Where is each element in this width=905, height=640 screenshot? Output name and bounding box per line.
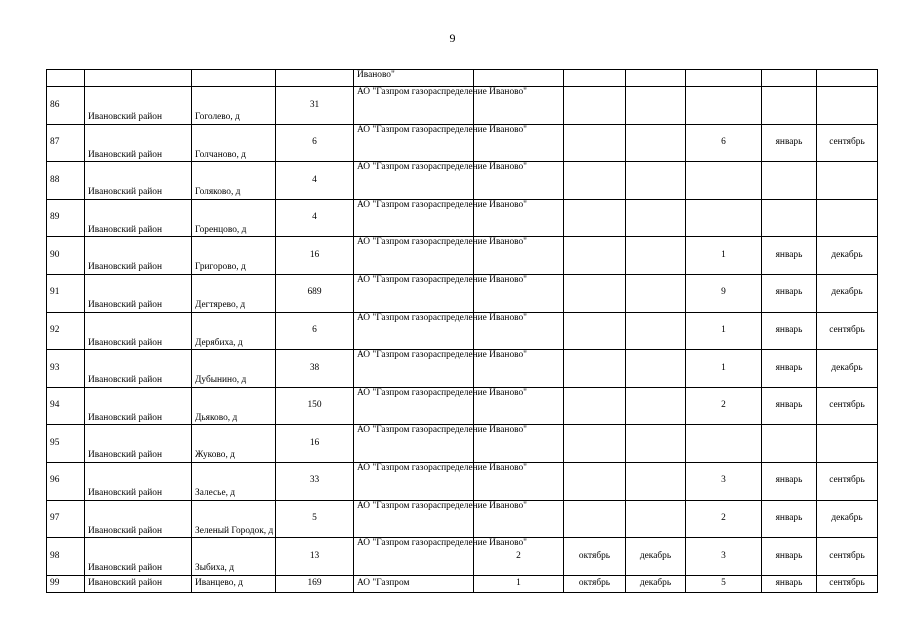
cell-c2 bbox=[564, 237, 626, 275]
cell-district bbox=[85, 70, 192, 87]
cell-district: Ивановский район bbox=[85, 538, 192, 576]
cell-c6: сентябрь bbox=[817, 538, 878, 576]
cell-settlement: Иванцево, д bbox=[192, 575, 276, 592]
cell-settlement: Зыбиха, д bbox=[192, 538, 276, 576]
cell-settlement: Залесье, д bbox=[192, 462, 276, 500]
cell-c6: сентябрь bbox=[817, 462, 878, 500]
table-row bbox=[47, 538, 878, 576]
cell-settlement: Григорово, д bbox=[192, 237, 276, 275]
cell-c5: январь bbox=[762, 350, 817, 388]
cell-operator: АО "Газпром газораспределение Иваново" bbox=[354, 199, 474, 237]
cell-c6 bbox=[817, 70, 878, 87]
cell-operator: АО "Газпром газораспределение Иваново" bbox=[354, 87, 474, 125]
cell-c3 bbox=[626, 87, 686, 125]
cell-c4 bbox=[686, 425, 762, 463]
cell-c4 bbox=[686, 70, 762, 87]
cell-district: Ивановский район bbox=[85, 500, 192, 538]
cell-count: 33 bbox=[276, 462, 354, 500]
cell-c3 bbox=[626, 274, 686, 312]
cell-c3 bbox=[626, 312, 686, 350]
cell-c2 bbox=[564, 500, 626, 538]
cell-c5 bbox=[762, 87, 817, 125]
cell-c2: октябрь bbox=[564, 538, 626, 576]
cell-c5: январь bbox=[762, 462, 817, 500]
cell-district: Ивановский район bbox=[85, 387, 192, 425]
cell-district: Ивановский район bbox=[85, 575, 192, 592]
table-row bbox=[47, 87, 878, 125]
cell-c4: 1 bbox=[686, 237, 762, 275]
cell-c6: сентябрь bbox=[817, 312, 878, 350]
cell-settlement: Дубынино, д bbox=[192, 350, 276, 388]
cell-operator: АО "Газпром газораспределение Иваново" bbox=[354, 124, 474, 162]
cell-c3 bbox=[626, 237, 686, 275]
cell-c5: январь bbox=[762, 274, 817, 312]
cell-c1: 2 bbox=[474, 538, 564, 576]
cell-c2 bbox=[564, 387, 626, 425]
cell-c4: 2 bbox=[686, 387, 762, 425]
cell-c5 bbox=[762, 70, 817, 87]
cell-c6: сентябрь bbox=[817, 124, 878, 162]
cell-c3 bbox=[626, 500, 686, 538]
cell-no: 86 bbox=[47, 87, 85, 125]
cell-c2 bbox=[564, 199, 626, 237]
cell-no: 98 bbox=[47, 538, 85, 576]
cell-c2 bbox=[564, 425, 626, 463]
settlements-table bbox=[46, 69, 878, 593]
cell-c5: январь bbox=[762, 538, 817, 576]
cell-settlement: Жуково, д bbox=[192, 425, 276, 463]
cell-c4: 5 bbox=[686, 575, 762, 592]
cell-c1 bbox=[474, 70, 564, 87]
page-number: 9 bbox=[449, 31, 456, 45]
cell-c4 bbox=[686, 87, 762, 125]
cell-c3 bbox=[626, 124, 686, 162]
cell-c5: январь bbox=[762, 575, 817, 592]
cell-c6: сентябрь bbox=[817, 575, 878, 592]
cell-no: 89 bbox=[47, 199, 85, 237]
cell-no: 93 bbox=[47, 350, 85, 388]
cell-operator: АО "Газпром газораспределение Иваново" bbox=[354, 500, 474, 538]
cell-c4: 1 bbox=[686, 312, 762, 350]
cell-count: 4 bbox=[276, 162, 354, 200]
cell-district: Ивановский район bbox=[85, 274, 192, 312]
cell-operator: АО "Газпром газораспределение Иваново" bbox=[354, 162, 474, 200]
cell-c5 bbox=[762, 199, 817, 237]
cell-c4: 3 bbox=[686, 538, 762, 576]
table-row bbox=[47, 312, 878, 350]
cell-operator: Иваново" bbox=[354, 70, 474, 87]
cell-c2 bbox=[564, 87, 626, 125]
cell-c6 bbox=[817, 199, 878, 237]
cell-district: Ивановский район bbox=[85, 350, 192, 388]
cell-district: Ивановский район bbox=[85, 312, 192, 350]
cell-count: 6 bbox=[276, 312, 354, 350]
cell-count: 16 bbox=[276, 425, 354, 463]
cell-count: 16 bbox=[276, 237, 354, 275]
cell-district: Ивановский район bbox=[85, 199, 192, 237]
table-row bbox=[47, 199, 878, 237]
cell-count bbox=[276, 70, 354, 87]
table-row bbox=[47, 274, 878, 312]
cell-district: Ивановский район bbox=[85, 462, 192, 500]
table-row bbox=[47, 124, 878, 162]
cell-operator: АО "Газпром газораспределение Иваново" bbox=[354, 538, 474, 576]
cell-settlement: Голчаново, д bbox=[192, 124, 276, 162]
cell-c3 bbox=[626, 425, 686, 463]
cell-c4: 9 bbox=[686, 274, 762, 312]
cell-count: 38 bbox=[276, 350, 354, 388]
continuation-row bbox=[47, 70, 878, 87]
table-row bbox=[47, 425, 878, 463]
cell-c3 bbox=[626, 199, 686, 237]
cell-c4: 2 bbox=[686, 500, 762, 538]
cell-c4 bbox=[686, 162, 762, 200]
cell-c6: декабрь bbox=[817, 350, 878, 388]
cell-count: 31 bbox=[276, 87, 354, 125]
cell-c3 bbox=[626, 462, 686, 500]
cell-operator: АО "Газпром bbox=[354, 575, 474, 592]
cell-c6 bbox=[817, 162, 878, 200]
cell-settlement: Дегтярево, д bbox=[192, 274, 276, 312]
cell-district: Ивановский район bbox=[85, 162, 192, 200]
cell-no: 97 bbox=[47, 500, 85, 538]
table-row bbox=[47, 162, 878, 200]
cell-settlement: Дьяково, д bbox=[192, 387, 276, 425]
cell-no: 88 bbox=[47, 162, 85, 200]
cell-c3 bbox=[626, 387, 686, 425]
cell-operator: АО "Газпром газораспределение Иваново" bbox=[354, 274, 474, 312]
table-row bbox=[47, 350, 878, 388]
cell-settlement: Голяково, д bbox=[192, 162, 276, 200]
cell-c5: январь bbox=[762, 237, 817, 275]
cell-c5: январь bbox=[762, 500, 817, 538]
cell-operator: АО "Газпром газораспределение Иваново" bbox=[354, 387, 474, 425]
cell-no: 91 bbox=[47, 274, 85, 312]
cell-c5 bbox=[762, 425, 817, 463]
cell-c2 bbox=[564, 350, 626, 388]
table-row bbox=[47, 237, 878, 275]
cell-c3: декабрь bbox=[626, 538, 686, 576]
cell-settlement: Дерябиха, д bbox=[192, 312, 276, 350]
cell-district: Ивановский район bbox=[85, 237, 192, 275]
cell-no: 96 bbox=[47, 462, 85, 500]
cell-c2 bbox=[564, 70, 626, 87]
cell-no: 87 bbox=[47, 124, 85, 162]
cell-c5 bbox=[762, 162, 817, 200]
cell-c6 bbox=[817, 425, 878, 463]
cell-c2 bbox=[564, 462, 626, 500]
cell-c2 bbox=[564, 274, 626, 312]
cell-no: 90 bbox=[47, 237, 85, 275]
cell-settlement bbox=[192, 70, 276, 87]
cell-settlement: Гоголево, д bbox=[192, 87, 276, 125]
cell-district: Ивановский район bbox=[85, 124, 192, 162]
cell-c4: 1 bbox=[686, 350, 762, 388]
table-row bbox=[47, 462, 878, 500]
cell-c3 bbox=[626, 70, 686, 87]
cell-no bbox=[47, 70, 85, 87]
cell-no: 92 bbox=[47, 312, 85, 350]
cell-c3 bbox=[626, 350, 686, 388]
cell-no: 99 bbox=[47, 575, 85, 592]
cell-c6 bbox=[817, 87, 878, 125]
cell-c2: октябрь bbox=[564, 575, 626, 592]
cell-c4: 3 bbox=[686, 462, 762, 500]
cell-count: 150 bbox=[276, 387, 354, 425]
cell-district: Ивановский район bbox=[85, 87, 192, 125]
cell-operator: АО "Газпром газораспределение Иваново" bbox=[354, 425, 474, 463]
cell-operator: АО "Газпром газораспределение Иваново" bbox=[354, 350, 474, 388]
cell-c6: декабрь bbox=[817, 274, 878, 312]
cell-settlement: Горенцово, д bbox=[192, 199, 276, 237]
cell-operator: АО "Газпром газораспределение Иваново" bbox=[354, 462, 474, 500]
cell-no: 95 bbox=[47, 425, 85, 463]
cell-c1: 1 bbox=[474, 575, 564, 592]
cell-c6: декабрь bbox=[817, 500, 878, 538]
cell-c3: декабрь bbox=[626, 575, 686, 592]
cell-c2 bbox=[564, 124, 626, 162]
cell-no: 94 bbox=[47, 387, 85, 425]
cell-c5: январь bbox=[762, 312, 817, 350]
cell-operator: АО "Газпром газораспределение Иваново" bbox=[354, 237, 474, 275]
cell-settlement: Зеленый Городок, д bbox=[192, 500, 276, 538]
cell-c3 bbox=[626, 162, 686, 200]
cell-operator: АО "Газпром газораспределение Иваново" bbox=[354, 312, 474, 350]
cell-c6: декабрь bbox=[817, 237, 878, 275]
cell-count: 4 bbox=[276, 199, 354, 237]
cell-count: 169 bbox=[276, 575, 354, 592]
cell-count: 5 bbox=[276, 500, 354, 538]
cell-c4: 6 bbox=[686, 124, 762, 162]
table-row bbox=[47, 500, 878, 538]
cell-count: 689 bbox=[276, 274, 354, 312]
table-row bbox=[47, 575, 878, 592]
cell-district: Ивановский район bbox=[85, 425, 192, 463]
cell-c5: январь bbox=[762, 387, 817, 425]
cell-c6: сентябрь bbox=[817, 387, 878, 425]
cell-c4 bbox=[686, 199, 762, 237]
cell-c2 bbox=[564, 162, 626, 200]
cell-c2 bbox=[564, 312, 626, 350]
table-row bbox=[47, 387, 878, 425]
cell-count: 13 bbox=[276, 538, 354, 576]
cell-count: 6 bbox=[276, 124, 354, 162]
cell-c5: январь bbox=[762, 124, 817, 162]
